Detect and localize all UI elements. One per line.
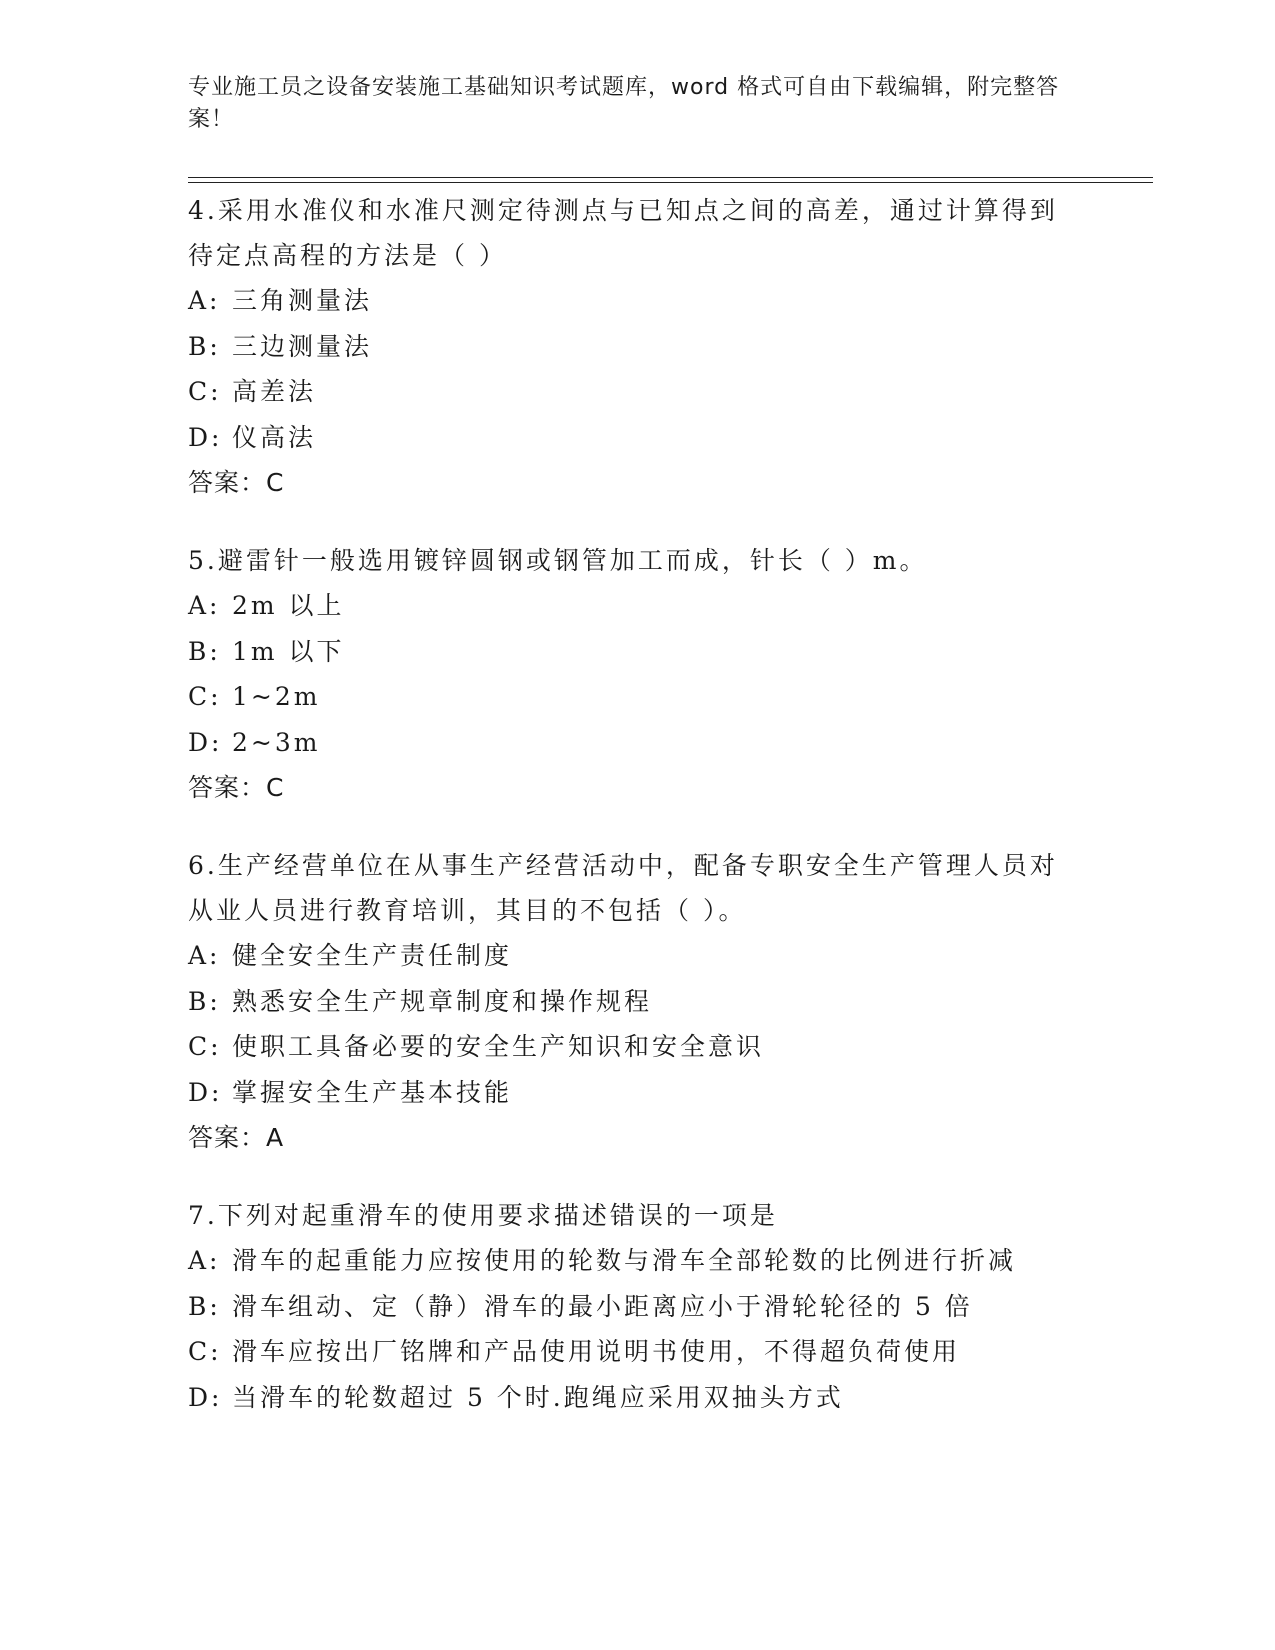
option-key: C: <box>188 1032 222 1061</box>
option-key: A: <box>188 1246 221 1275</box>
question-item <box>188 843 1068 1160</box>
option-a <box>188 278 1068 324</box>
question-stem: 6.生产经营单位在从事生产经营活动中，配备专职安全生产管理人员对从业人员进行教育培训，其目的不包括（ ）。 <box>188 851 1058 925</box>
option-c <box>188 1329 1068 1375</box>
answer-line: 答案：C <box>188 468 285 497</box>
option-key: C: <box>188 1337 222 1366</box>
option-key: B: <box>188 636 221 666</box>
question-item <box>188 1193 1068 1420</box>
option-key: A: <box>188 941 221 970</box>
option-key: B: <box>188 986 221 1016</box>
answer-line: 答案：A <box>188 1123 285 1152</box>
option-key: D: <box>188 422 223 452</box>
option-key: D: <box>188 1077 223 1107</box>
option-text: 三边测量法 <box>232 331 373 361</box>
option-key: B: <box>188 331 221 361</box>
header-divider-top <box>188 177 1153 178</box>
option-a <box>188 1238 1068 1284</box>
option-c <box>188 1024 1068 1070</box>
option-key: D: <box>188 727 223 757</box>
option-key: C: <box>188 682 222 711</box>
question-item <box>188 538 1068 810</box>
option-c <box>188 369 1068 415</box>
question-stem: 5.避雷针一般选用镀锌圆钢或钢管加工而成，针长（ ）m。 <box>188 546 928 575</box>
option-text: 当滑车的轮数超过 5 个时.跑绳应采用双抽头方式 <box>232 1382 844 1412</box>
option-d <box>188 1375 1068 1421</box>
question-stem: 4.采用水准仪和水准尺测定待测点与已知点之间的高差，通过计算得到待定点高程的方法是（ ） <box>188 196 1058 270</box>
option-text: 滑车应按出厂铭牌和产品使用说明书使用，不得超负荷使用 <box>232 1337 961 1366</box>
option-text: 1m 以下 <box>232 636 345 666</box>
option-b <box>188 979 1068 1025</box>
option-text: 使职工具备必要的安全生产知识和安全意识 <box>232 1032 765 1061</box>
option-key: D: <box>188 1382 223 1412</box>
option-a <box>188 583 1068 629</box>
option-b <box>188 1284 1068 1330</box>
option-text: 滑车组动、定（静）滑车的最小距离应小于滑轮轮径的 5 倍 <box>232 1291 973 1321</box>
option-text: 2m 以上 <box>232 591 345 620</box>
option-text: 仪高法 <box>232 422 317 452</box>
question-item <box>188 188 1068 505</box>
option-key: A: <box>188 591 221 620</box>
document-header: 专业施工员之设备安装施工基础知识考试题库，word 格式可自由下载编辑，附完整答案！ <box>188 75 1060 132</box>
option-text: 健全安全生产责任制度 <box>232 941 513 970</box>
option-b <box>188 324 1068 370</box>
option-text: 2~3m <box>232 727 321 757</box>
option-c <box>188 674 1068 720</box>
option-d <box>188 415 1068 461</box>
option-text: 滑车的起重能力应按使用的轮数与滑车全部轮数的比例进行折减 <box>232 1246 1017 1275</box>
option-a <box>188 933 1068 979</box>
option-key: B: <box>188 1291 221 1321</box>
option-key: A: <box>188 286 221 315</box>
option-text: 高差法 <box>232 377 317 406</box>
question-list <box>188 188 1068 1453</box>
option-b <box>188 629 1068 675</box>
option-text: 掌握安全生产基本技能 <box>232 1077 513 1107</box>
option-text: 熟悉安全生产规章制度和操作规程 <box>232 986 653 1016</box>
option-text: 三角测量法 <box>232 286 373 315</box>
header-divider-bottom <box>188 182 1153 183</box>
option-key: C: <box>188 377 222 406</box>
answer-line: 答案：C <box>188 773 285 802</box>
option-text: 1~2m <box>232 682 321 711</box>
option-d <box>188 720 1068 766</box>
option-d <box>188 1070 1068 1116</box>
question-stem: 7.下列对起重滑车的使用要求描述错误的一项是 <box>188 1201 778 1230</box>
